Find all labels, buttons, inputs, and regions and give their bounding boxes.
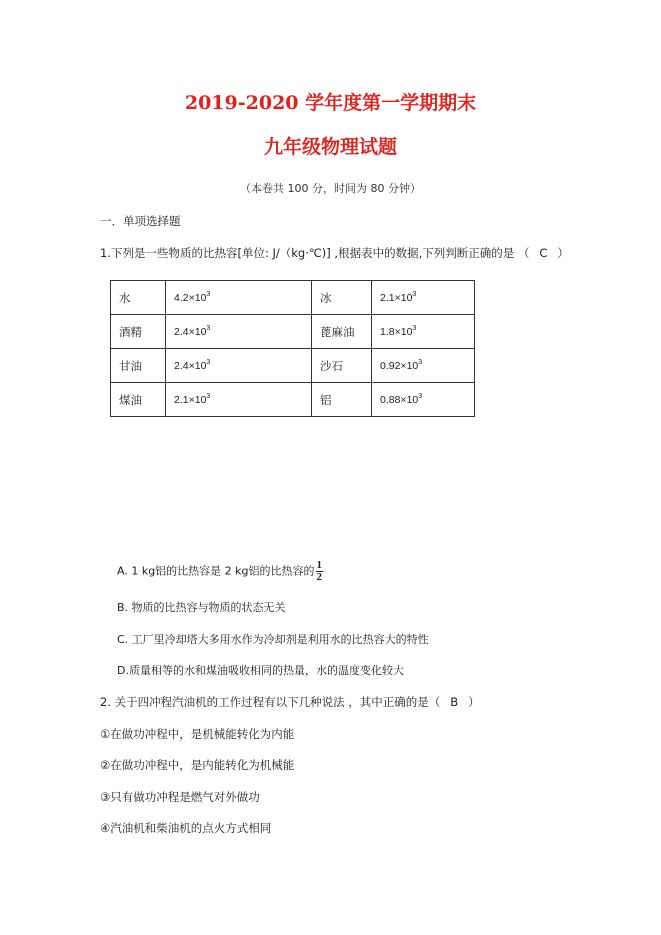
question-2-statement-4: ④汽油机和柴油机的点火方式相同 bbox=[100, 821, 272, 835]
value-cell bbox=[372, 315, 475, 349]
table-row bbox=[111, 315, 475, 349]
question-1-text: 1.下列是一些物质的比热容[单位: J/（kg·℃)] ,根据表中的数据,下列判断正确的是 （ bbox=[100, 246, 530, 260]
question-1-option-b: B. 物质的比热容与物质的状态无关 bbox=[117, 601, 286, 614]
substance-name: 煤油 bbox=[119, 392, 142, 407]
exam-note: （本卷共 100 分，时间为 80 分钟） bbox=[240, 182, 421, 195]
value-cell bbox=[372, 349, 475, 383]
substance-name: 铝 bbox=[320, 392, 332, 407]
substance-cell bbox=[111, 315, 166, 349]
value-exponent: 3 bbox=[412, 290, 417, 298]
value-exponent: 3 bbox=[206, 358, 211, 366]
value-exponent: 3 bbox=[418, 358, 423, 366]
value-mantissa: 2.4×10 bbox=[174, 325, 207, 338]
value-mantissa: 2.1×10 bbox=[174, 393, 207, 406]
value-mantissa: 0.88×10 bbox=[380, 393, 419, 406]
question-2-close: ） bbox=[468, 695, 480, 709]
question-1-option-d: D.质量相等的水和煤油吸收相同的热量，水的温度变化较大 bbox=[117, 664, 404, 677]
table-row bbox=[111, 281, 475, 315]
option-a-text: A. 1 kg铝的比热容是 2 kg铝的比热容的 bbox=[117, 564, 315, 578]
fraction-numerator: 1 bbox=[316, 559, 323, 571]
substance-cell bbox=[111, 383, 166, 417]
value-cell bbox=[166, 383, 312, 417]
substance-name: 冰 bbox=[320, 290, 332, 305]
table-row bbox=[111, 383, 475, 417]
value-exponent: 3 bbox=[206, 290, 211, 298]
value-cell bbox=[372, 383, 475, 417]
substance-name: 蓖麻油 bbox=[320, 324, 355, 339]
substance-name: 沙石 bbox=[320, 358, 343, 373]
question-2-stem bbox=[100, 694, 480, 710]
question-1-option-c: C. 工厂里冷却塔大多用水作为冷却剂是利用水的比热容大的特性 bbox=[117, 633, 429, 646]
table-row bbox=[111, 349, 475, 383]
option-a-fraction bbox=[316, 560, 324, 583]
question-1-answer: C bbox=[539, 246, 548, 260]
value-mantissa: 2.4×10 bbox=[174, 359, 207, 372]
specific-heat-table bbox=[110, 280, 475, 417]
value-exponent: 3 bbox=[418, 392, 423, 400]
exam-title: 2019-2020 学年度第一学期期末 bbox=[184, 92, 477, 114]
question-2-text: 2. 关于四冲程汽油机的工作过程有以下几种说法 ，其中正确的是（ bbox=[100, 695, 441, 709]
value-cell bbox=[166, 281, 312, 315]
substance-cell bbox=[312, 349, 372, 383]
fraction-denominator: 2 bbox=[316, 571, 323, 583]
value-exponent: 3 bbox=[206, 324, 211, 332]
value-cell bbox=[372, 281, 475, 315]
substance-name: 水 bbox=[119, 290, 131, 305]
substance-cell bbox=[111, 281, 166, 315]
value-exponent: 3 bbox=[412, 324, 417, 332]
substance-cell bbox=[312, 315, 372, 349]
exam-subtitle: 九年级物理试题 bbox=[263, 136, 397, 158]
question-1-option-a bbox=[117, 560, 323, 583]
value-mantissa: 0.92×10 bbox=[380, 359, 419, 372]
question-1-close: ） bbox=[557, 246, 569, 260]
value-mantissa: 2.1×10 bbox=[380, 291, 413, 304]
substance-cell bbox=[312, 383, 372, 417]
substance-cell bbox=[111, 349, 166, 383]
question-2-statement-3: ③只有做功冲程是燃气对外做功 bbox=[100, 790, 260, 804]
question-2-statement-1: ①在做功冲程中，是机械能转化为内能 bbox=[100, 727, 295, 741]
question-1-stem bbox=[100, 245, 569, 261]
value-exponent: 3 bbox=[206, 392, 211, 400]
question-2-answer: B bbox=[450, 695, 459, 709]
question-2-statement-2: ②在做功冲程中，是内能转化为机械能 bbox=[100, 758, 295, 772]
substance-name: 酒精 bbox=[119, 324, 142, 339]
value-mantissa: 1.8×10 bbox=[380, 325, 413, 338]
value-cell bbox=[166, 349, 312, 383]
section-heading: 一．单项选择题 bbox=[100, 214, 181, 228]
substance-name: 甘油 bbox=[119, 358, 142, 373]
value-cell bbox=[166, 315, 312, 349]
substance-cell bbox=[312, 281, 372, 315]
value-mantissa: 4.2×10 bbox=[174, 291, 207, 304]
